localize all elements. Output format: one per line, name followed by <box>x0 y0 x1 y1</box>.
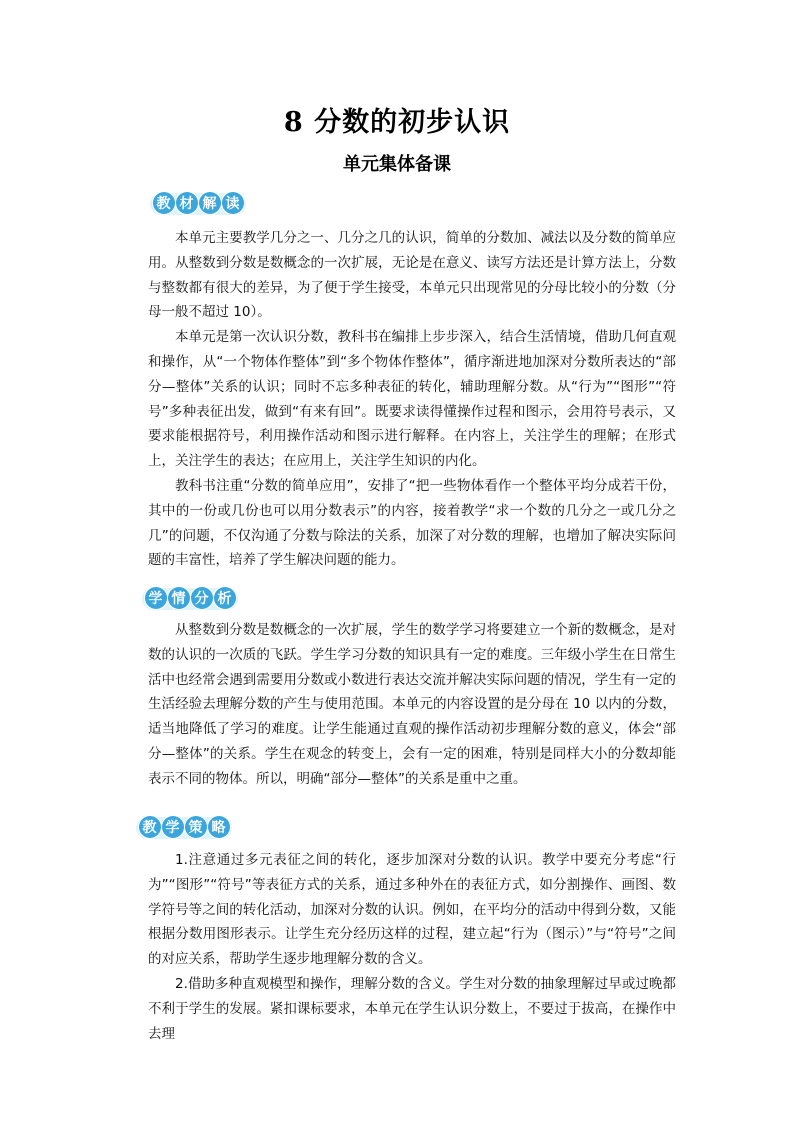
badge-char: 略 <box>208 816 230 838</box>
badge-char: 学 <box>162 816 184 838</box>
badge-char: 材 <box>176 192 198 214</box>
section-heading-badge-textbook <box>144 190 252 216</box>
badge-char: 教 <box>153 192 175 214</box>
page-title: 8 分数的初步认识 <box>283 107 511 138</box>
badge-char: 学 <box>145 587 167 609</box>
badge-char: 析 <box>214 587 236 609</box>
paragraph: 1.注意通过多元表征之间的转化，逐步加深对分数的认识。教学中要充分考虑“行为”“图形”“符号”等表征方式的关系，通过多种外在的表征方式，如分割操作、画图、数学符号等之间的转化活动，加深对分数的认识。例如，在平均分的活动中得到分数，又能根据分数用图形表示。让学生充分经历这样的过程，建立起“行为（图示）”与“符号”之间的对应关系，帮助学生逐步地理解分数的含义。 <box>148 852 676 968</box>
badge-char: 情 <box>168 587 190 609</box>
page-subtitle: 单元集体备课 <box>343 154 451 175</box>
paragraph: 教科书注重“分数的简单应用”，安排了“把一些物体看作一个整体平均分成若干份，其中的一份或几份也可以用分数表示”的内容，接着教学“求一个数的几分之一或几分之几”的问题，不仅沟通了分数与除法的关系，加深了对分数的理解，也增加了解决实际问题的丰富性，培养了学生解决问题的能力。 <box>148 477 676 569</box>
section-students-body <box>148 618 676 792</box>
paragraph: 本单元是第一次认识分数，教科书在编排上步步深入，结合生活情境，借助几何直观和操作，从“一个物体作整体”到“多个物体作整体”，循序渐进地加深对分数所表达的“部分—整体”关系的认识；同时不忘多种表征的转化，辅助理解分数。从“行为”“图形”“符号”多种表征出发，做到“有来有回”。既要求读得懂操作过程和图示，会用符号表示，又要求能根据符号，利用操作活动和图示进行解释。在内容上，关注学生的理解；在形式上，关注学生的表达；在应用上，关注学生知识的内化。 <box>148 329 676 470</box>
paragraph: 本单元主要教学几分之一、几分之几的认识，简单的分数加、减法以及分数的简单应用。从整数到分数是数概念的一次扩展，无论是在意义、读写方法还是计算方法上，分数与整数都有很大的差异，为了便于学生接受，本单元只出现常见的分母比较小的分数（分母一般不超过 10）。 <box>148 230 676 321</box>
badge-char: 读 <box>222 192 244 214</box>
badge-char: 解 <box>199 192 221 214</box>
section-textbook-body <box>148 226 676 573</box>
badge-char: 策 <box>185 816 207 838</box>
section-heading-badge-strategy <box>130 814 238 840</box>
section-heading-badge-students <box>136 585 244 611</box>
paragraph: 2.借助多种直观模型和操作，理解分数的含义。学生对分数的抽象理解过早或过晚都不利于学生的发展。紧扣课标要求，本单元在学生认识分数上，不要过于拔高，在操作中去理 <box>148 975 676 1042</box>
badge-char: 教 <box>139 816 161 838</box>
paragraph: 从整数到分数是数概念的一次扩展，学生的数学学习将要建立一个新的数概念，是对数的认识的一次质的飞跃。学生学习分数的知识具有一定的难度。三年级小学生在日常生活中也经常会遇到需要用分数或小数进行表达交流并解决实际问题的情况，学生有一定的生活经验去理解分数的产生与使用范围。本单元的内容设置的是分母在 10 以内的分数，适当地降低了学习的难度。让学生能通过直观的操作活动初步理解分数的意义，体会“部分—整体”的关系。学生在观念的转变上，会有一定的困难，特别是同样大小的分数却能表示不同的物体。所以，明确“部分—整体”的关系是重中之重。 <box>148 622 676 787</box>
section-strategy-body <box>148 848 676 1046</box>
badge-char: 分 <box>191 587 213 609</box>
